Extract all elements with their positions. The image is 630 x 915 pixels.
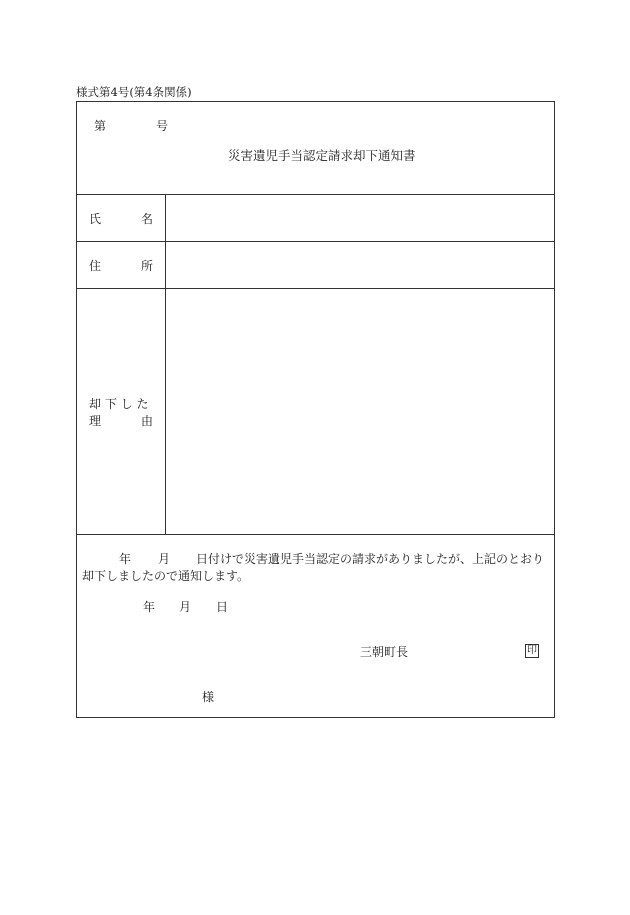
seal-mark: 印 xyxy=(527,645,537,656)
reason-label-line1: 却 下 し た xyxy=(89,397,149,411)
address-field[interactable] xyxy=(167,243,553,287)
issue-date-month: 月 xyxy=(179,600,192,614)
notice-section xyxy=(77,534,554,717)
issue-date-year: 年 xyxy=(143,600,156,614)
name-label-char1: 氏 xyxy=(89,212,102,226)
notice-year-label: 年 xyxy=(119,552,132,566)
document-number-prefix: 第 xyxy=(94,119,107,133)
address-label-char1: 住 xyxy=(89,259,102,273)
name-label-char2: 名 xyxy=(141,212,154,226)
label-column-separator xyxy=(165,194,166,534)
divider-address-row xyxy=(77,288,554,289)
document-number-suffix: 号 xyxy=(156,119,169,133)
form-number-label: 様式第4号(第4条関係) xyxy=(76,85,192,99)
notice-month-label: 月 xyxy=(158,552,171,566)
issuer-title: 三朝町長 xyxy=(360,645,409,659)
address-label-char2: 所 xyxy=(141,259,154,273)
divider-name-row xyxy=(77,241,554,242)
notice-form-frame xyxy=(76,101,555,718)
document-title: 災害遺児手当認定請求却下通知書 xyxy=(228,148,416,163)
reason-field[interactable] xyxy=(167,290,553,533)
recipient-honorific: 様 xyxy=(202,690,215,704)
divider-header xyxy=(77,194,554,195)
reason-label-line2-char2: 由 xyxy=(141,414,154,428)
reason-label-line2-char1: 理 xyxy=(89,414,102,428)
name-field[interactable] xyxy=(167,196,553,240)
notice-paragraph xyxy=(82,551,550,585)
issue-date-day: 日 xyxy=(216,600,229,614)
notice-sentence: 日付けで災害遺児手当認定の請求がありましたが、上記のとおり却下しましたので通知します。 xyxy=(82,552,545,583)
